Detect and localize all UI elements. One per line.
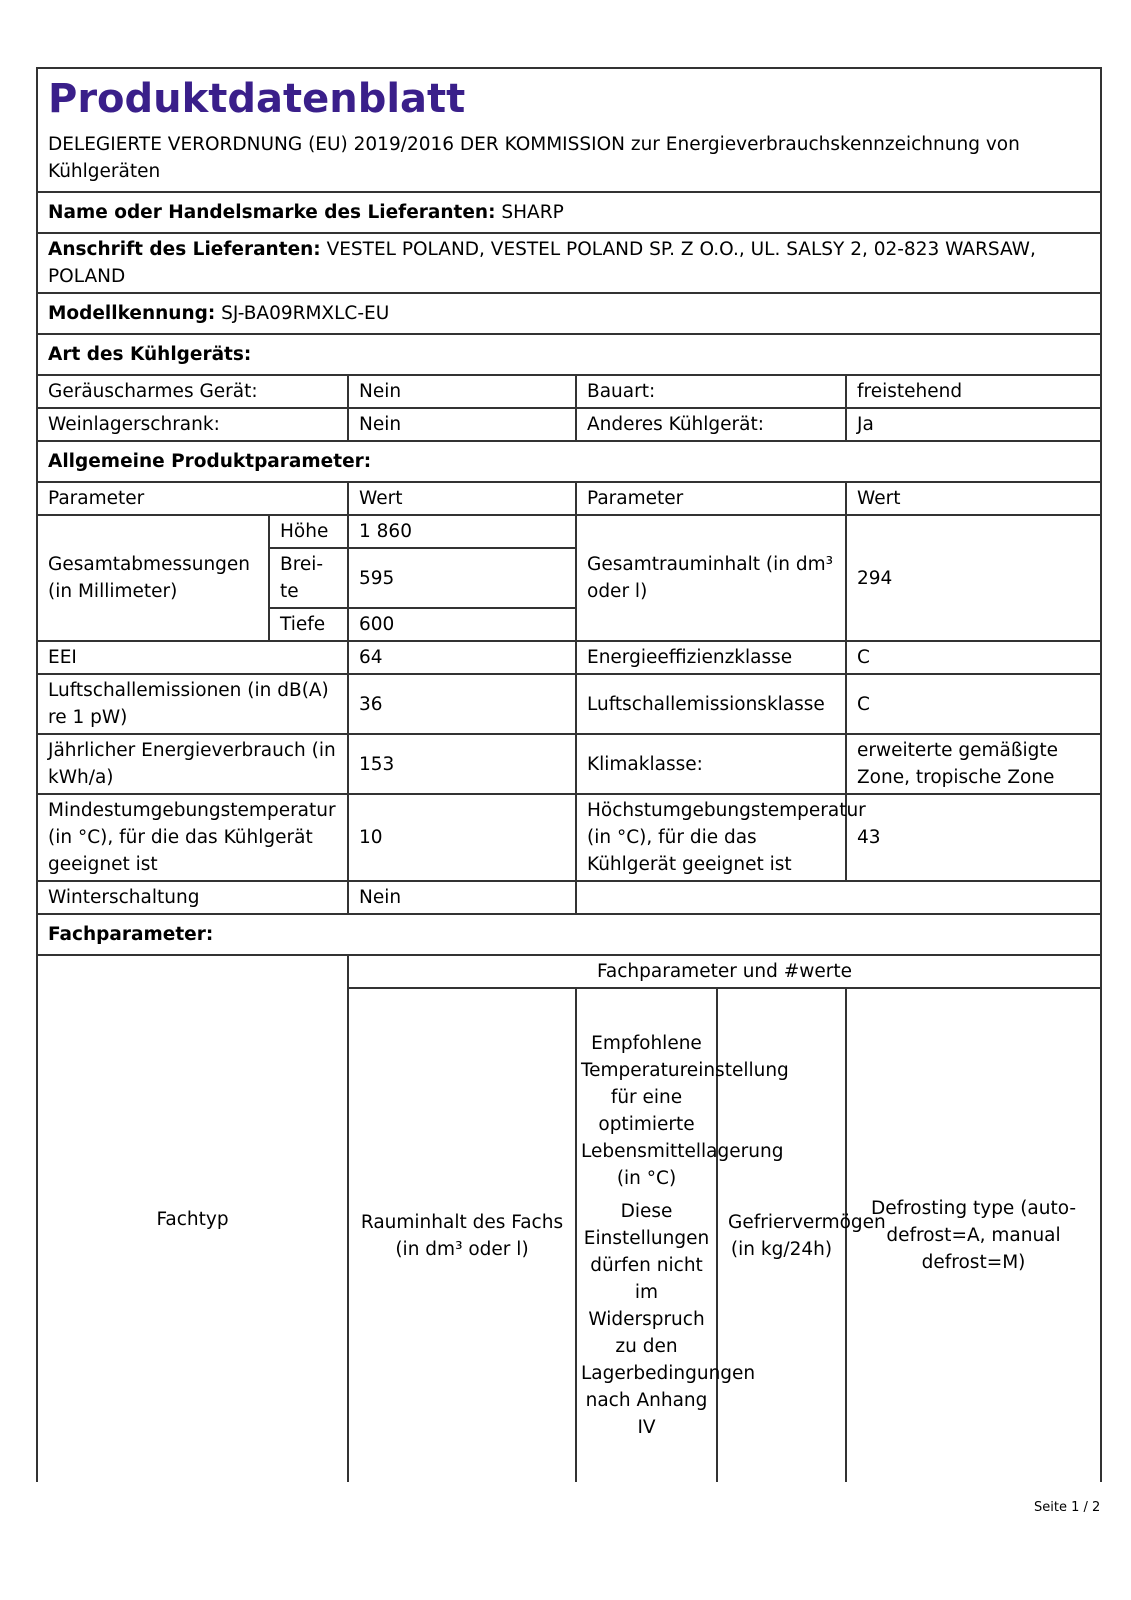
product-data-sheet	[36, 67, 1100, 1482]
column-header: Wert	[348, 482, 576, 515]
dimensions-label: Gesamtabmessungen (in Millimeter)	[37, 515, 269, 641]
address-label: Anschrift des Lieferanten:	[48, 239, 321, 260]
energy-value: 153	[348, 734, 576, 794]
width-label: Brei-te	[269, 548, 348, 608]
regulation-subtitle: DELEGIERTE VERORDNUNG (EU) 2019/2016 DER KOMMISSION zur Energieverbrauchskennzeichnung von Kühlgeräten	[48, 134, 1020, 182]
energy-class-label: Energieeffizienzklasse	[576, 641, 846, 674]
type-label: Geräuscharmes Gerät:	[37, 375, 348, 408]
model-row	[37, 293, 1101, 334]
header-cell	[37, 68, 1101, 192]
eei-value: 64	[348, 641, 576, 674]
address-row	[37, 233, 1101, 293]
winter-row	[37, 881, 1101, 914]
max-temp-label: Höchstumgebungstemperatur (in °C), für die das Kühlgerät geeignet ist	[576, 794, 846, 881]
volume-label: Gesamtrauminhalt (in dm³ oder l)	[576, 515, 846, 641]
compartment-type-header: Fachtyp	[37, 955, 348, 1482]
temp-setting-note: Diese Einstellungen dürfen nicht im Widerspruch zu den Lagerbedingungen nach Anhang IV	[581, 1201, 756, 1438]
noise-label: Luftschallemissionen (in dB(A) re 1 pW)	[37, 674, 348, 734]
min-temp-label: Mindestumgebungstemperatur (in °C), für die das Kühlgerät geeignet ist	[37, 794, 348, 881]
address-value: VESTEL POLAND, VESTEL POLAND SP. Z O.O., UL. SALSY 2, 02-823 WARSAW, POLAND	[48, 239, 1036, 287]
max-temp-value: 43	[846, 794, 1101, 881]
compartment-temp-header	[576, 988, 789, 1482]
supplier-value: SHARP	[501, 202, 564, 223]
type-row	[37, 408, 1101, 441]
noise-class-value: C	[846, 674, 1101, 734]
page-number: Seite 1 / 2	[1034, 1500, 1101, 1515]
compartment-volume-header: Rauminhalt des Fachs (in dm³ oder l)	[348, 988, 576, 1482]
type-label: Bauart:	[576, 375, 846, 408]
general-header-row	[37, 482, 1101, 515]
compartment-heading: Fachparameter:	[37, 914, 1101, 955]
model-value: SJ-BA09RMXLC-EU	[221, 303, 390, 324]
type-value: freistehend	[846, 375, 1101, 408]
energy-class-value: C	[846, 641, 1101, 674]
eei-row	[37, 641, 1101, 674]
data-sheet-table	[36, 67, 1102, 1482]
noise-row	[37, 674, 1101, 734]
general-heading-row	[37, 441, 1101, 482]
temperature-row	[37, 794, 1101, 881]
width-value: 595	[348, 548, 576, 608]
type-value: Ja	[846, 408, 1101, 441]
supplier-row	[37, 192, 1101, 233]
general-heading: Allgemeine Produktparameter:	[37, 441, 1101, 482]
compartment-group-row	[37, 955, 1101, 988]
dimensions-row	[37, 515, 1101, 548]
type-value: Nein	[348, 408, 576, 441]
type-heading: Art des Kühlgeräts:	[37, 334, 1101, 375]
height-label: Höhe	[269, 515, 348, 548]
energy-label: Jährlicher Energieverbrauch (in kWh/a)	[37, 734, 348, 794]
depth-value: 600	[348, 608, 576, 641]
temp-setting-text: Empfohlene Temperatureinstellung für eine optimierte Lebensmittellagerung (in °C)	[581, 1033, 789, 1189]
defrost-type-header: Defrosting type (auto-defrost=A, manual defrost=M)	[846, 988, 1101, 1482]
climate-value: erweiterte gemäßigte Zone, tropische Zone	[846, 734, 1101, 794]
compartment-heading-row	[37, 914, 1101, 955]
model-label: Modellkennung:	[48, 303, 216, 324]
type-label: Weinlagerschrank:	[37, 408, 348, 441]
eei-label: EEI	[37, 641, 348, 674]
type-label: Anderes Kühlgerät:	[576, 408, 846, 441]
column-header: Wert	[846, 482, 1101, 515]
type-row	[37, 375, 1101, 408]
column-header: Parameter	[576, 482, 846, 515]
volume-value: 294	[846, 515, 1101, 641]
noise-class-label: Luftschallemissionsklasse	[576, 674, 846, 734]
winter-label: Winterschaltung	[37, 881, 348, 914]
compartment-group-header: Fachparameter und #werte	[348, 955, 1101, 988]
noise-value: 36	[348, 674, 576, 734]
height-value: 1 860	[348, 515, 576, 548]
depth-label: Tiefe	[269, 608, 348, 641]
winter-value: Nein	[348, 881, 576, 914]
type-heading-row	[37, 334, 1101, 375]
type-value: Nein	[348, 375, 576, 408]
energy-row	[37, 734, 1101, 794]
climate-label: Klimaklasse:	[576, 734, 846, 794]
supplier-label: Name oder Handelsmarke des Lieferanten:	[48, 202, 496, 223]
page-title: Produktdatenblatt	[48, 76, 466, 122]
freezing-capacity-header: Gefriervermögen (in kg/24h)	[717, 988, 846, 1482]
min-temp-value: 10	[348, 794, 576, 881]
column-header: Parameter	[37, 482, 348, 515]
empty-cell	[576, 881, 1101, 914]
